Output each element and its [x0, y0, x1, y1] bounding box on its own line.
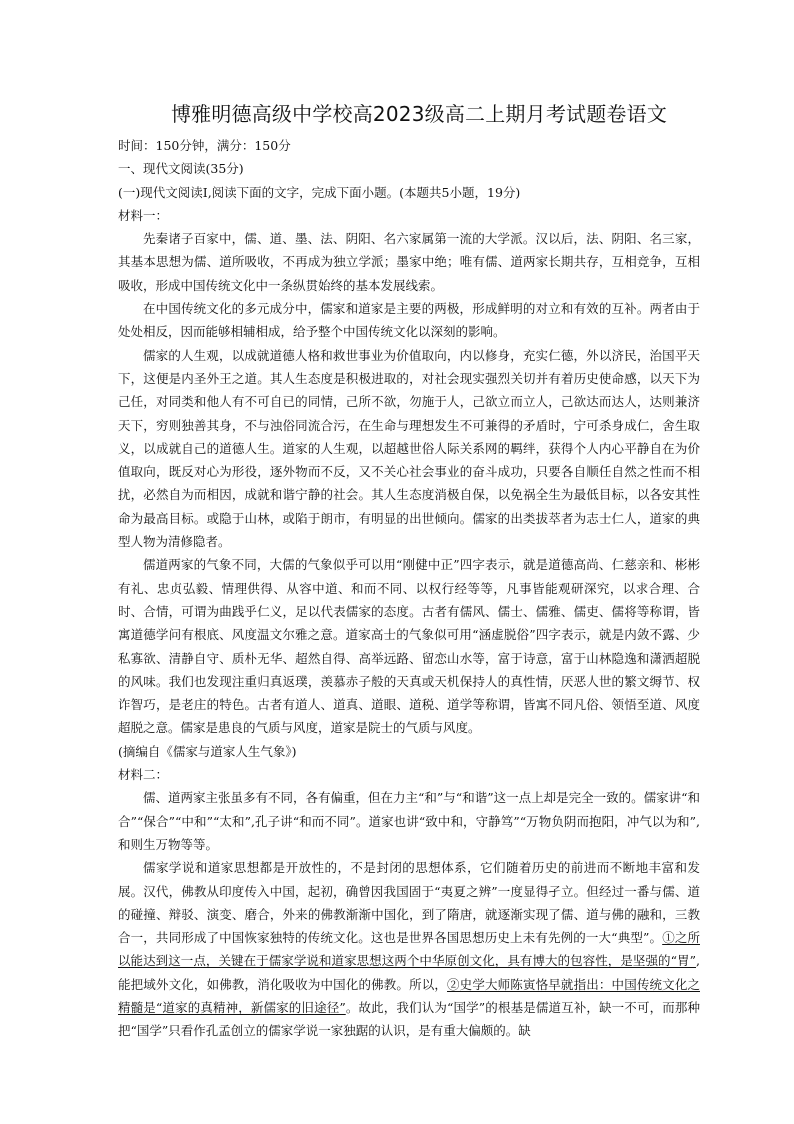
- exam-meta: 时间：150分钟，满分：150分: [118, 138, 291, 153]
- material2-text: ,能把域外文化，如佛教，消化吸收为中国化的佛教。所以，: [118, 953, 700, 992]
- material2-text: 。故此，我们认为“国学”的根基是儒道互补，缺一不可，而那种把“国学”只看作孔孟创立的儒家学说一家独踞的认识，是有重大偏颇的。缺: [118, 999, 700, 1039]
- material1-source: (摘编自《儒家与道家人生气象》): [118, 743, 297, 759]
- material2-label: 材料二：: [118, 767, 169, 783]
- material2-paragraph: 儒、道两家主张虽多有不同，各有偏重，但在力主“和”与“和谐”这一点上却是完全一致的。儒家讲“和合”“保合”“中和”“太和”,孔子讲“和而不同”。道家也讲“致中和，守静笃”“万物负阴而抱阳，冲气以为和”,和则生万物等等。: [118, 790, 700, 852]
- section-heading: 一、现代文阅读(35分): [118, 161, 244, 177]
- material2-text: 儒家学说和道家思想都是开放性的，不是封闭的思想体系，它们随着历史的前进而不断地丰富和发展。汉代，佛教从印度传入中国，起初，确曾因我国固于“夷夏之辨”一度显得孑立。但经过一番与儒、道的碰撞、辩驳、演变、磨合，外来的佛教渐渐中国化，到了隋唐，就逐渐实现了儒、道与佛的融和，三教合一，共同形成了中国恢家独特的传统文化。这也是世界各国思想历史上未有先例的一大“典型”。: [118, 860, 700, 946]
- material1-paragraph: 在中国传统文化的多元成分中，儒家和道家是主要的两极，形成鲜明的对立和有效的互补。两者由于处处相反，因而能够相辅相成，给予整个中国传统文化以深刻的影响。: [118, 301, 700, 340]
- subsection-heading: (一)现代文阅读Ⅰ,阅读下面的文字，完成下面小题。(本题共5小题，19分): [118, 184, 521, 200]
- material1-paragraph: 儒道两家的气象不同，大儒的气象似乎可以用“刚健中正”四字表示，就是道德高尚、仁慈亲和、彬彬有礼、忠贞弘毅、情理供得、从容中道、和而不同、以权行经等等，凡事皆能观研深究，以求合理、合时、合情，可谓为曲践乎仁义，足以代表儒家的态度。古者有儒风、儒士、儒雅、儒吏、儒将等称谓，皆寓道德学问有根底、风度温文尔雅之意。道家高士的气象似可用“涵虚脱俗”四字表示，就是内敛不露、少私寡欲、清静自守、质朴无华、超然自得、高举远路、留恋山水等，富于诗意，富于山林隐逸和潇洒超脱的风味。我们也发现注重归真返璞，羡慕赤子般的天真或天机保持人的真性情，厌恶人世的繁文缛节、权诈智巧，是老庄的特色。古者有道人、道真、道眼、道税、道学等称谓，皆寓不同凡俗、领悟至道、风度超脱之意。儒家是患良的气质与风度，道家是院士的气质与风度。: [118, 557, 700, 736]
- underlined-sentence-2: ②史学大师陈寅恪早就指出：中国传统文化之精髓是“道家的真精神，新儒家的旧途径”: [118, 976, 700, 1015]
- material1-label: 材料一：: [118, 207, 169, 223]
- underlined-sentence-1: ①之所以能达到这一点，关键在于儒家学说和道家思想这两个中华原创文化，具有博大的包容性，是坚强的“胃”: [118, 930, 700, 969]
- material1-paragraph: 先秦诸子百家中，儒、道、墨、法、阴阳、名六家属第一流的大学派。汉以后，法、阴阳、名三家，其基本思想为儒、道所吸收，不再成为独立学派；墨家中绝；唯有儒、道两家长期共存，互相竞争，互相吸收，形成中国传统文化中一条纵贯始终的基本发展线索。: [118, 231, 700, 293]
- exam-title: 博雅明德高级中学校高2023级高二上期月考试题卷语文: [170, 102, 668, 126]
- material2-paragraph: [118, 856, 700, 1042]
- material1-paragraph: 儒家的人生观，以成就道德人格和救世事业为价值取向，内以修身，充实仁德，外以济民，治国平天下，这便是内圣外王之道。其人生态度是积极进取的，对社会现实强烈关切并有着历史使命感，以天下为己任，对同类和他人有不可自已的同情，己所不欲，勿施于人，己欲立而立人，己欲达而达人，达则兼济天下，穷则独善其身，不与浊俗同流合污，在生命与理想发生不可兼得的矛盾时，宁可杀身成仁，舍生取义，以成就自己的道德人生。道家的人生观，以超越世俗人际关系网的羁绊，获得个人内心平静自在为价值取向，既反对心为形役，逐外物而不反，又不关心社会事业的奋斗成功，只要各自顺任自然之性而不相扰，必然自为而相因，成就和谐宁静的社会。其人生态度消极自保，以免祸全生为最低目标，以各安其性命为最高目标。或隐于山林，或陷于朗市，有明显的出世倾向。儒家的出类拔萃者为志士仁人，道家的典型人物为清修隐者。: [118, 347, 700, 550]
